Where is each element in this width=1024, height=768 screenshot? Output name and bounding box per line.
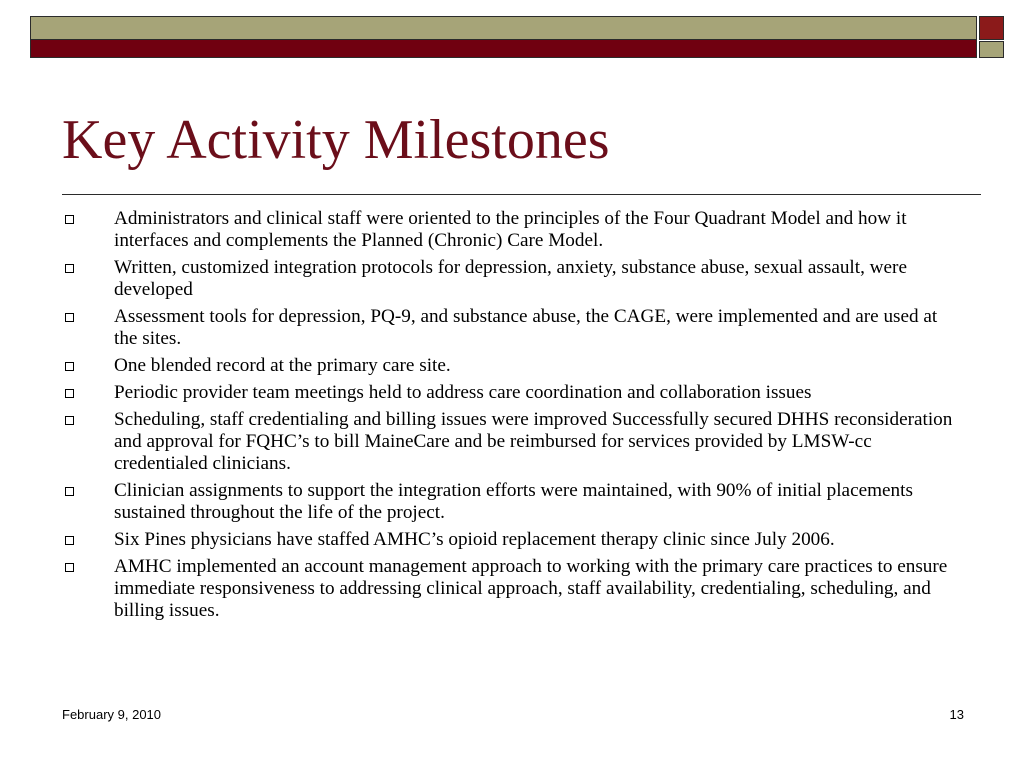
square-bullet-icon: [65, 264, 74, 273]
bullet-text: Administrators and clinical staff were oriented to the principles of the Four Quadrant Model and how it interfaces and complements the Planned (Chronic) Care Model.: [114, 208, 907, 251]
square-bullet-icon: [65, 487, 74, 496]
square-bullet-icon: [65, 536, 74, 545]
header-bar-bottom: [30, 40, 977, 58]
bullet-item: [62, 529, 962, 551]
header-square-top: [979, 16, 1004, 40]
bullet-text: Six Pines physicians have staffed AMHC’s opioid replacement therapy clinic since July 2006.: [114, 529, 835, 550]
slide-title: Key Activity Milestones: [62, 109, 610, 171]
square-bullet-icon: [65, 389, 74, 398]
title-divider: [62, 194, 981, 195]
bullet-item: [62, 257, 962, 301]
bullet-item: [62, 355, 962, 377]
bullet-text: Assessment tools for depression, PQ-9, and substance abuse, the CAGE, were implemented and are used at the sites.: [114, 306, 938, 349]
bullet-item: [62, 480, 962, 524]
square-bullet-icon: [65, 563, 74, 572]
bullet-text: Scheduling, staff credentialing and billing issues were improved Successfully secured DHHS reconsideration and approval for FQHC’s to bill MaineCare and be reimbursed for services provided by LMSW-cc credentialed clinicians.: [114, 409, 953, 474]
bullet-item: [62, 556, 962, 622]
bullet-text: One blended record at the primary care site.: [114, 355, 451, 376]
bullet-item: [62, 409, 962, 475]
square-bullet-icon: [65, 313, 74, 322]
bullet-text: Clinician assignments to support the integration efforts were maintained, with 90% of initial placements sustained throughout the life of the project.: [114, 480, 913, 523]
bullet-text: AMHC implemented an account management approach to working with the primary care practices to ensure immediate responsiveness to addressing clinical approach, staff availability, credentialing, scheduling, and billing issues.: [114, 556, 948, 621]
header-square-bottom: [979, 41, 1004, 58]
square-bullet-icon: [65, 362, 74, 371]
footer-page-number: 13: [949, 707, 964, 722]
bullet-list: [62, 208, 962, 627]
bullet-text: Written, customized integration protocols for depression, anxiety, substance abuse, sexual assault, were developed: [114, 257, 907, 300]
bullet-item: [62, 382, 962, 404]
bullet-item: [62, 208, 962, 252]
bullet-text: Periodic provider team meetings held to address care coordination and collaboration issues: [114, 382, 812, 403]
square-bullet-icon: [65, 416, 74, 425]
bullet-item: [62, 306, 962, 350]
footer-date: February 9, 2010: [62, 707, 162, 722]
header-bar-top: [30, 16, 977, 40]
square-bullet-icon: [65, 215, 74, 224]
